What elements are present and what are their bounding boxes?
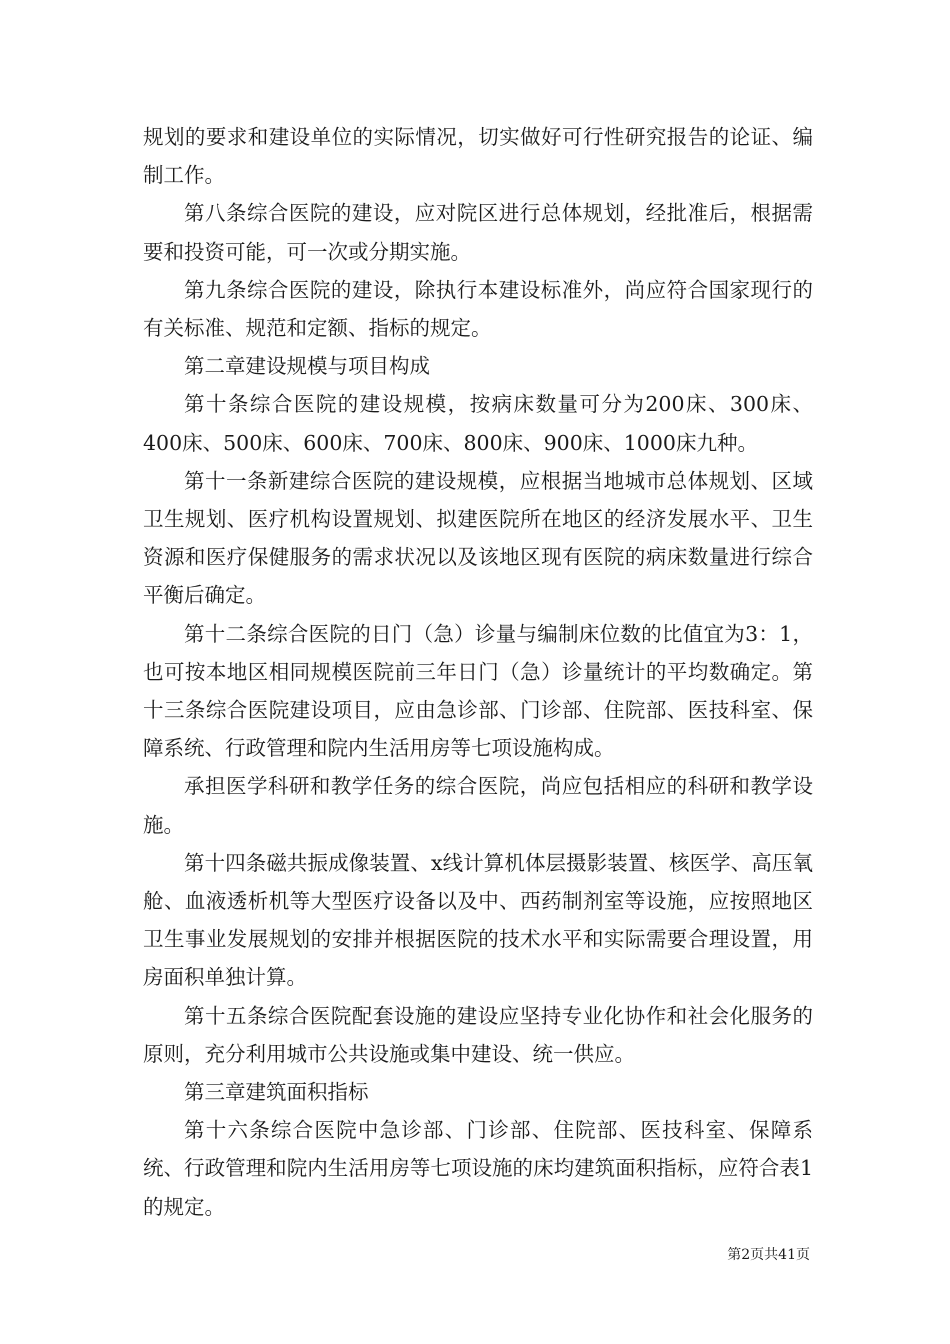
paragraph-article-15: 第十五条综合医院配套设施的建设应坚持专业化协作和社会化服务的原则，充分利用城市公共设施或集中建设、统一供应。 [143,1003,813,1066]
paragraph-article-11: 第十一条新建综合医院的建设规模，应根据当地城市总体规划、区域卫生规划、医疗机构设置规划、拟建医院所在地区的经济发展水平、卫生资源和医疗保健服务的需求状况以及该地区现有医院的病床数量进行综合平衡后确定。 [143,468,813,608]
paragraph-article-9: 第九条综合医院的建设，除执行本建设标准外，尚应符合国家现行的有关标准、规范和定额、指标的规定。 [143,277,813,341]
paragraph-article-12-13: 第十二条综合医院的日门（急）诊量与编制床位数的比值宜为3：1，也可按本地区相同规模医院前三年日门（急）诊量统计的平均数确定。第十三条综合医院建设项目，应由急诊部、门诊部、住院部、医技科室、保障系统、行政管理和院内生活用房等七项设施构成。 [143,621,813,761]
document-body [143,118,813,1226]
paragraph-continuation: 规划的要求和建设单位的实际情况，切实做好可行性研究报告的论证、编制工作。 [143,125,813,188]
paragraph-article-14: 第十四条磁共振成像装置、x线计算机体层摄影装置、核医学、高压氧舱、血液透析机等大型医疗设备以及中、西药制剂室等设施，应按照地区卫生事业发展规划的安排并根据医院的技术水平和实际需要合理设置，用房面积单独计算。 [143,850,813,990]
page-number: 第2页共41页 [727,1247,810,1263]
paragraph-article-8: 第八条综合医院的建设，应对院区进行总体规划，经批准后，根据需要和投资可能，可一次或分期实施。 [143,201,813,264]
paragraph-article-10: 第十条综合医院的建设规模，按病床数量可分为200床、300床、400床、500床、600床、700床、800床、900床、1000床九种。 [143,392,813,455]
paragraph-article-16: 第十六条综合医院中急诊部、门诊部、住院部、医技科室、保障系统、行政管理和院内生活用房等七项设施的床均建筑面积指标，应符合表1的规定。 [143,1118,813,1219]
paragraph-research-teaching: 承担医学科研和教学任务的综合医院，尚应包括相应的科研和教学设施。 [143,774,813,837]
chapter-heading-2: 第二章建设规模与项目构成 [184,354,430,379]
chapter-heading-3: 第三章建筑面积指标 [184,1080,369,1105]
